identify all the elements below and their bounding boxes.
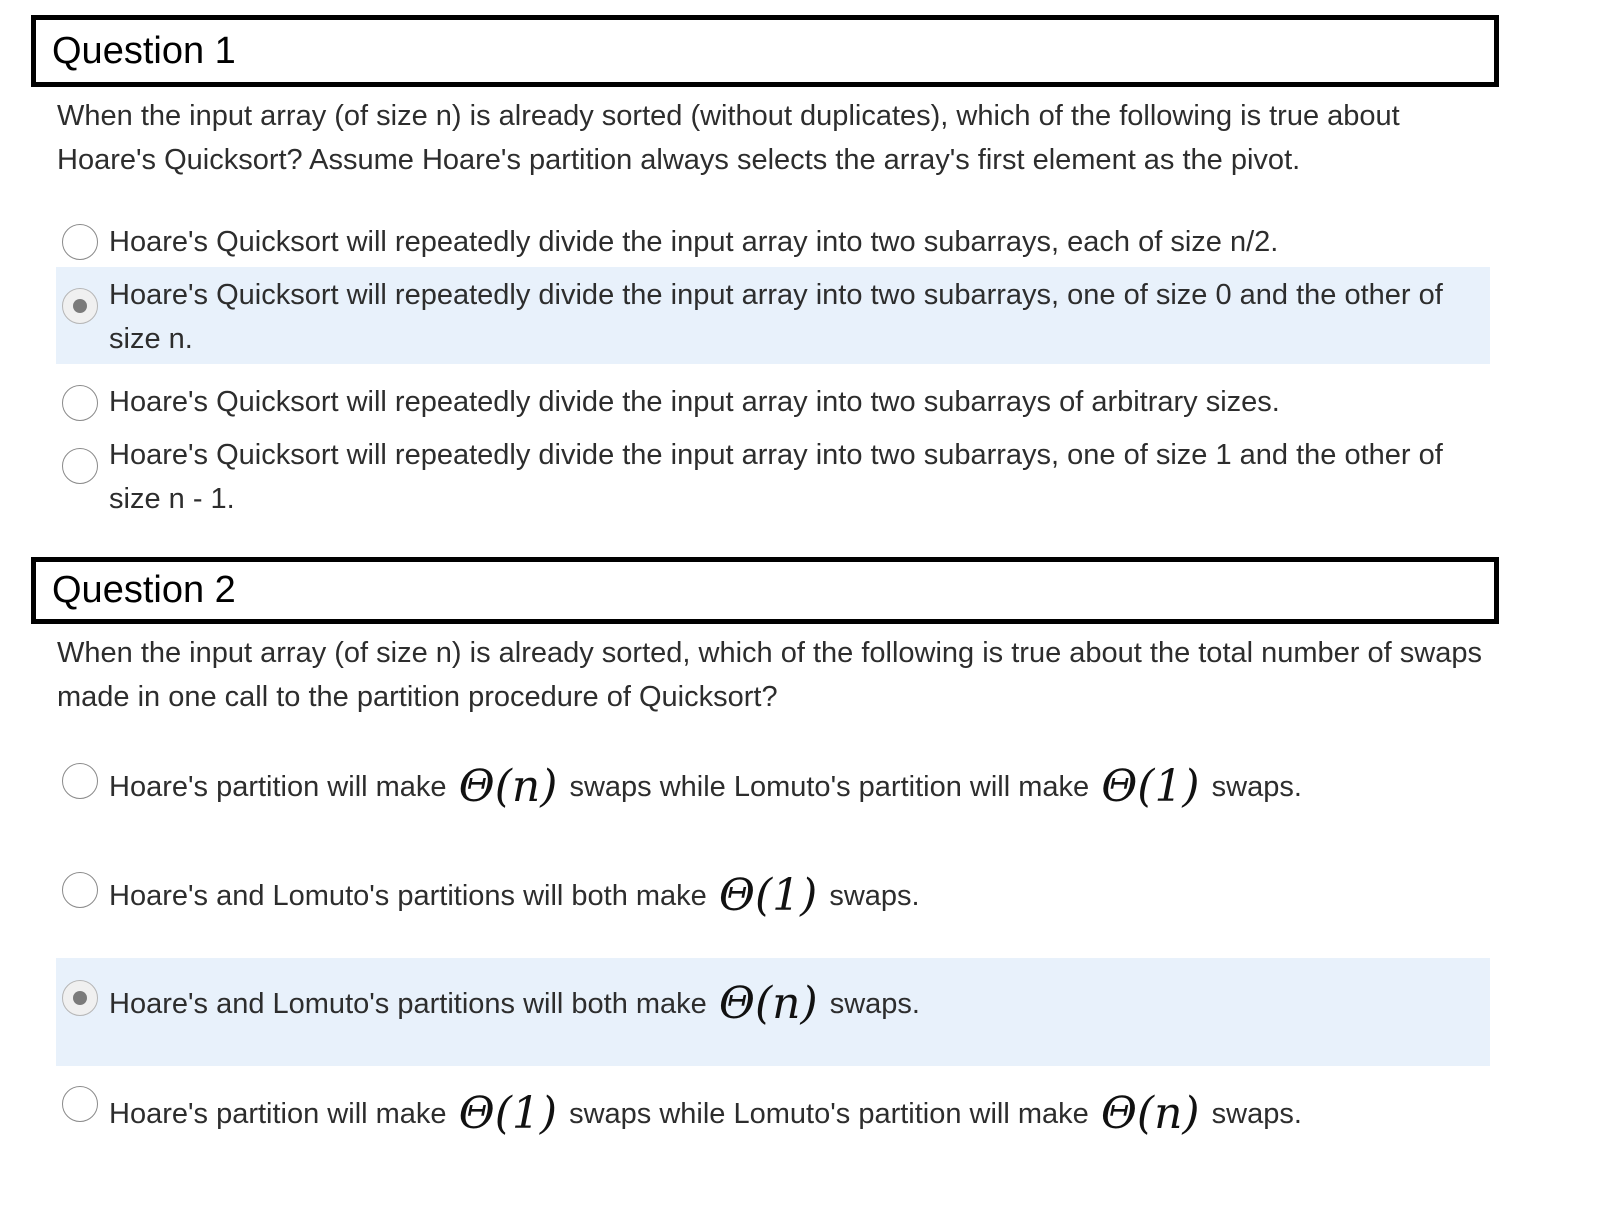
q2-option-3-text-a: Hoare's and Lomuto's partitions will both make	[109, 988, 707, 1020]
q2-option-1-text-b: swaps while Lomuto's partition will make	[569, 771, 1090, 803]
question-1-header	[31, 15, 1499, 87]
q2-option-2-radio[interactable]	[62, 872, 98, 908]
q2-option-1-label[interactable]	[109, 761, 1478, 812]
q2-option-3-label[interactable]	[109, 978, 1478, 1029]
q2-option-3[interactable]	[56, 958, 1490, 1066]
q1-option-3-radio[interactable]	[62, 385, 98, 421]
q1-option-1-radio[interactable]	[62, 224, 98, 260]
question-1-title: Question 1	[52, 29, 236, 72]
q2-option-2-label[interactable]	[109, 870, 1478, 921]
q2-option-4-text-b: swaps while Lomuto's partition will make	[569, 1098, 1089, 1130]
q1-option-2-label[interactable]: Hoare's Quicksort will repeatedly divide the input array into two subarrays, one of size 0 and the other of size n.	[109, 279, 1443, 355]
q2-option-1-text-c: swaps.	[1211, 771, 1302, 803]
q2-option-1-text-a: Hoare's partition will make	[109, 771, 447, 803]
question-2-header	[31, 557, 1499, 624]
q2-option-3-text-b: swaps.	[829, 988, 920, 1020]
theta-1-formula: Θ(1)	[1101, 761, 1200, 812]
q2-option-2-text-b: swaps.	[829, 880, 920, 912]
q1-option-2-radio[interactable]	[62, 288, 98, 324]
theta-n-formula: Θ(n)	[458, 761, 558, 812]
q1-option-4[interactable]	[56, 432, 1490, 524]
q2-option-4-text-c: swaps.	[1211, 1098, 1302, 1130]
q1-option-1-label[interactable]: Hoare's Quicksort will repeatedly divide the input array into two subarrays, each of size n/2.	[109, 226, 1279, 258]
question-1-text: When the input array (of size n) is already sorted (without duplicates), which of the following is true about Hoare's Quicksort? Assume Hoare's partition always selects the array's first element as the pivot.	[57, 100, 1400, 176]
q2-option-3-radio[interactable]	[62, 980, 98, 1016]
q2-option-1[interactable]	[56, 755, 1490, 827]
q1-option-2[interactable]	[56, 267, 1490, 364]
q2-option-4-label[interactable]	[109, 1088, 1478, 1139]
theta-1-formula: Θ(1)	[718, 870, 818, 921]
theta-1-formula: Θ(1)	[458, 1088, 558, 1139]
theta-n-formula: Θ(n)	[718, 978, 818, 1029]
question-2-title: Question 2	[52, 569, 236, 611]
q2-option-4[interactable]	[56, 1082, 1490, 1154]
q1-option-4-label[interactable]: Hoare's Quicksort will repeatedly divide the input array into two subarrays, one of size 1 and the other of size n - 1.	[109, 439, 1443, 515]
q1-option-3-label[interactable]: Hoare's Quicksort will repeatedly divide the input array into two subarrays of arbitrary sizes.	[109, 386, 1280, 418]
q2-option-4-radio[interactable]	[62, 1086, 98, 1122]
q2-option-4-text-a: Hoare's partition will make	[109, 1098, 447, 1130]
q2-option-2-text-a: Hoare's and Lomuto's partitions will both make	[109, 880, 707, 912]
question-2-text: When the input array (of size n) is already sorted, which of the following is true about the total number of swaps made in one call to the partition procedure of Quicksort?	[57, 637, 1482, 713]
theta-n-formula: Θ(n)	[1100, 1088, 1200, 1139]
q2-option-2[interactable]	[56, 864, 1490, 936]
q2-option-1-radio[interactable]	[62, 763, 98, 799]
q1-option-4-radio[interactable]	[62, 448, 98, 484]
q1-option-3[interactable]	[56, 380, 1490, 426]
q1-option-1[interactable]	[56, 220, 1490, 266]
